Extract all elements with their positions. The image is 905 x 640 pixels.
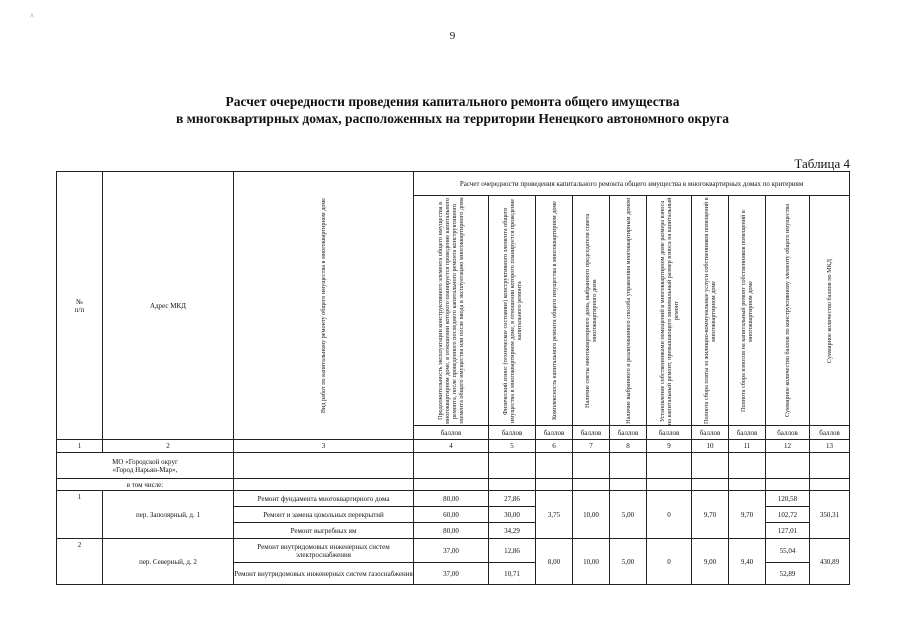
- criterion-3: Комплексность капитального ремонта общего имущества в многоквартирном доме: [536, 196, 573, 426]
- unit-cell: баллов: [729, 426, 766, 440]
- header-criteria-group: Расчет очередности проведения капитального ремонта общего имущества в многоквартирных домах по критериям: [414, 172, 850, 196]
- column-number: 11: [729, 440, 766, 453]
- value-c13: 430,89: [810, 539, 850, 585]
- value-c7: 10,00: [573, 491, 610, 539]
- unit-cell: баллов: [766, 426, 810, 440]
- criterion-6: Установление собственниками помещений в многоквартирном доме размера взноса на капитальный ремонт, превышающего минимальный размер взноса на капитальный ремонт: [647, 196, 692, 426]
- value-c6: 8,00: [536, 539, 573, 585]
- corner-mark: ^: [30, 12, 34, 21]
- work-name: Ремонт внутридомовых инженерных систем электроснабжения: [234, 539, 414, 563]
- unit-cell: баллов: [536, 426, 573, 440]
- criterion-8: Полнота сбора взносов на капитальный ремонт собственников помещений в многоквартирном доме: [729, 196, 766, 426]
- value-c5: 12,86: [489, 539, 536, 563]
- table-row: [57, 539, 850, 563]
- value-c7: 10,00: [573, 539, 610, 585]
- unit-cell: баллов: [692, 426, 729, 440]
- value-c11: 9,40: [729, 539, 766, 585]
- header-col-address: Адрес МКД: [103, 172, 234, 440]
- header-col-work-type: [234, 172, 414, 440]
- table-label: Таблица 4: [794, 156, 850, 171]
- column-number: 7: [573, 440, 610, 453]
- criterion-1: Продолжительность эксплуатации конструктивного элемента общего имущества в многоквартирном доме, в отношении которого планируется проведение капитального ремонта, после проведенного последнего капитального ремонта конструктивного элемента общего имущества или после ввода в эксплуатацию многоквартирного дома: [414, 196, 489, 426]
- unit-cell: баллов: [489, 426, 536, 440]
- header-col-num: № п/п: [57, 172, 103, 440]
- value-c10: 9,70: [692, 491, 729, 539]
- value-c4: 37,00: [414, 539, 489, 563]
- criterion-10: Суммарное количество баллов по МКД: [810, 196, 850, 426]
- value-c5: 30,00: [489, 507, 536, 523]
- column-number-row: [57, 440, 850, 453]
- document-title: [0, 93, 905, 127]
- unit-cell: баллов: [414, 426, 489, 440]
- value-c12: 55,04: [766, 539, 810, 563]
- work-name: Ремонт выгребных ям: [234, 523, 414, 539]
- value-c6: 3,75: [536, 491, 573, 539]
- including-label: в том числе:: [57, 479, 234, 491]
- column-number: 4: [414, 440, 489, 453]
- unit-cell: баллов: [810, 426, 850, 440]
- value-c8: 5,00: [610, 491, 647, 539]
- table-row: [57, 491, 850, 507]
- criterion-4: Наличие сметы многоквартирного дома, выбранного председателя совета многоквартирного дома: [573, 196, 610, 426]
- value-c11: 9,70: [729, 491, 766, 539]
- value-c5: 34,29: [489, 523, 536, 539]
- house-address: пер. Северный, д. 2: [103, 539, 234, 585]
- unit-cell: баллов: [610, 426, 647, 440]
- municipality-name: МО «Городской округ «Город Нарьян-Мар»,: [57, 453, 234, 479]
- priority-table: [56, 171, 850, 585]
- value-c9: 0: [647, 491, 692, 539]
- column-number: 1: [57, 440, 103, 453]
- value-c4: 60,00: [414, 507, 489, 523]
- criterion-9: Суммарное количество баллов по конструктивному элементу общего имущества: [766, 196, 810, 426]
- work-name: Ремонт внутридомовых инженерных систем газоснабжения: [234, 563, 414, 585]
- page-number: 9: [449, 30, 456, 42]
- municipality-row: [57, 453, 850, 479]
- value-c10: 9,00: [692, 539, 729, 585]
- column-number: 2: [103, 440, 234, 453]
- column-number: 6: [536, 440, 573, 453]
- value-c4: 37,00: [414, 563, 489, 585]
- value-c12: 102,72: [766, 507, 810, 523]
- value-c5: 10,71: [489, 563, 536, 585]
- criterion-2: Физический износ (техническое состояние) конструктивного элемента общего имущества в многоквартирном доме, в отношении которого планируется проведение капитального ремонта: [489, 196, 536, 426]
- work-name: Ремонт фундамента многоквартирного дома: [234, 491, 414, 507]
- value-c4: 80,00: [414, 523, 489, 539]
- criterion-5: Наличие выбранного и реализованного способа управления многоквартирным домом: [610, 196, 647, 426]
- house-address: пер. Заполярный, д. 1: [103, 491, 234, 539]
- column-number: 9: [647, 440, 692, 453]
- house-number: 2: [57, 539, 103, 585]
- criterion-7: Полнота сбора платы за жилищно-коммунальные услуги собственников помещений в многоквартирном доме: [692, 196, 729, 426]
- value-c13: 350,31: [810, 491, 850, 539]
- column-number: 10: [692, 440, 729, 453]
- value-c12: 120,58: [766, 491, 810, 507]
- value-c12: 127,01: [766, 523, 810, 539]
- value-c9: 0: [647, 539, 692, 585]
- column-number: 13: [810, 440, 850, 453]
- title-line-1: Расчет очередности проведения капитального ремонта общего имущества: [225, 94, 680, 109]
- column-number: 8: [610, 440, 647, 453]
- column-number: 12: [766, 440, 810, 453]
- including-row: [57, 479, 850, 491]
- unit-cell: баллов: [573, 426, 610, 440]
- value-c5: 27,86: [489, 491, 536, 507]
- header-row-group: [57, 172, 850, 196]
- unit-cell: баллов: [647, 426, 692, 440]
- value-c8: 5,00: [610, 539, 647, 585]
- column-number: 3: [234, 440, 414, 453]
- column-number: 5: [489, 440, 536, 453]
- work-name: Ремонт и замена цокольных перекрытий: [234, 507, 414, 523]
- header-work-type-text: Вид работ по капитальному ремонту общего имущества в многоквартирном доме: [320, 197, 327, 414]
- title-line-2: в многоквартирных домах, расположенных на территории Ненецкого автономного округа: [175, 111, 730, 126]
- value-c12: 52,89: [766, 563, 810, 585]
- value-c4: 80,00: [414, 491, 489, 507]
- house-number: 1: [57, 491, 103, 539]
